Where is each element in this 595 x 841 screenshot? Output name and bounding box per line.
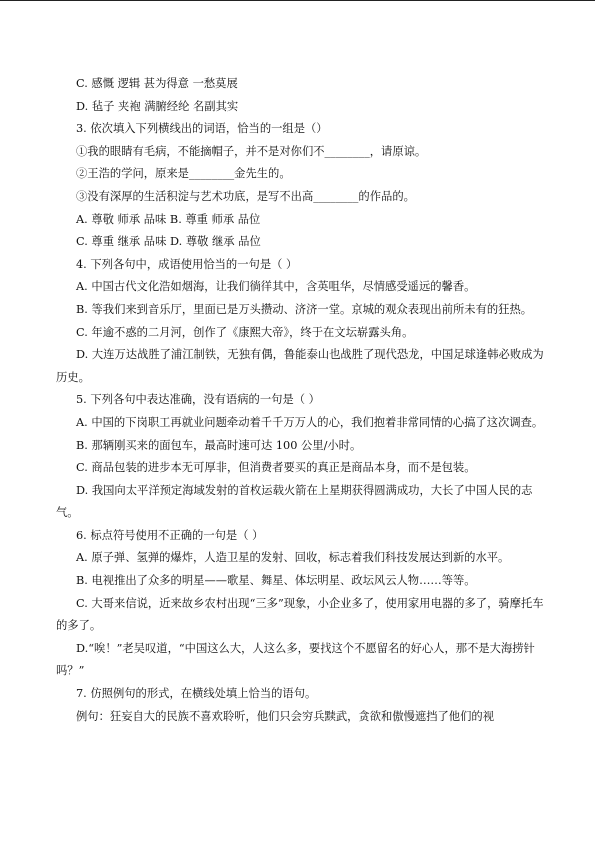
text-line: C. 尊重 继承 品味 D. 尊敬 继承 品位	[76, 235, 261, 249]
text-line: C. 商品包装的进步本无可厚非，但消费者要买的真正是商品本身，而不是包装。	[76, 461, 476, 475]
text-line: A. 原子弹、氢弹的爆炸，人造卫星的发射、回收，标志着我们科技发展达到新的水平。	[76, 551, 510, 565]
text-line: ②王浩的学问，原来是________金先生的。	[76, 167, 291, 181]
text-line: D.“唉！”老吴叹道，“中国这么大，人这么多，要找这个不愿留名的好心人，那不是大海捞针吗？”	[56, 641, 535, 678]
text-line: 6. 标点符号使用不正确的一句是（ ）	[76, 528, 264, 542]
text-line: A. 中国的下岗职工再就业问题牵动着千千万万人的心，我们抱着非常同情的心搞了这次调查。	[76, 415, 544, 429]
text-line: D. 我国向太平洋预定海域发射的首枚运载火箭在上星期获得圆满成功，大长了中国人民的志气。	[56, 483, 533, 520]
text-line: B. 那辆刚买来的面包车，最高时速可达 100 公里/小时。	[76, 438, 362, 452]
text-line: ③没有深厚的生活积淀与艺术功底，是写不出高________的作品的。	[76, 189, 415, 203]
text-line: C. 年逾不惑的二月河，创作了《康熙大帝》，终于在文坛崭露头角。	[76, 325, 414, 339]
text-line: B. 电视推出了众多的明星——歌星、舞星、体坛明星、政坛风云人物……等等。	[76, 574, 476, 588]
text-line: 例句：狂妄自大的民族不喜欢聆听，他们只会穷兵黩武，贪欲和傲慢遮挡了他们的视	[76, 709, 494, 723]
text-line: ①我的眼睛有毛病，不能摘帽子，并不是对你们不________，请原谅。	[76, 144, 427, 158]
text-line: 4. 下列各句中，成语使用恰当的一句是（ ）	[76, 257, 298, 271]
text-line: 7. 仿照例句的形式，在横线处填上恰当的语句。	[76, 687, 317, 701]
document-body	[56, 73, 550, 728]
text-line: 3. 依次填入下列横线出的词语，恰当的一组是（）	[76, 122, 328, 136]
text-line: D. 毡子 夹袍 满腑经纶 名副其实	[76, 99, 239, 113]
text-line: A. 尊敬 师承 品味 B. 尊重 师承 品位	[76, 212, 261, 226]
text-line: C. 大哥来信说，近来故乡农村出现“三多”现象，小企业多了，使用家用电器的多了，骑摩托车的多了。	[56, 596, 544, 633]
text-line: D. 大连万达战胜了浦江制铁，无独有偶，鲁能泰山也战胜了现代恐龙，中国足球逢韩必败成为历史。	[56, 348, 544, 384]
text-line: B. 等我们来到音乐厅，里面已是万头攒动、济济一堂。京城的观众表现出前所未有的狂热。	[76, 302, 533, 316]
text-line: 5. 下列各句中表达准确，没有语病的一句是（ ）	[76, 393, 320, 407]
text-line: C. 感慨 逻辑 甚为得意 一愁莫展	[76, 77, 238, 90]
text-line: A. 中国古代文化浩如烟海，让我们徜徉其中，含英咀华，尽情感受遥远的馨香。	[76, 280, 476, 294]
